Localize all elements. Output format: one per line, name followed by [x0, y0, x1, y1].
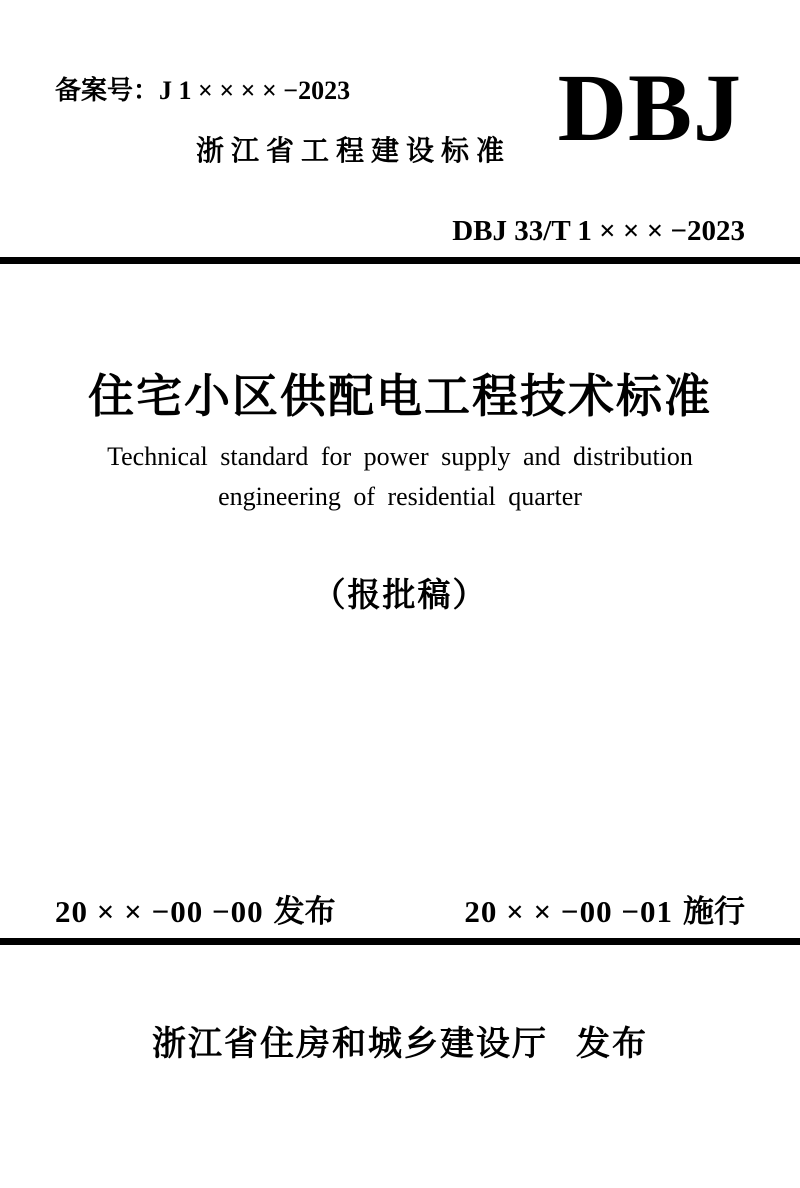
main-title-english: [0, 437, 800, 517]
standard-type-label: 浙江省工程建设标准: [196, 135, 512, 166]
english-title-line2: engineering of residential quarter: [218, 482, 582, 511]
publisher-line: [0, 1016, 800, 1065]
issue-date-value: 20 × × −00 −00: [55, 894, 264, 929]
standard-number: DBJ 33/T 1 × × × −2023: [452, 215, 745, 247]
issue-date-group: [55, 886, 336, 931]
issue-date-label: 发布: [273, 894, 336, 929]
effective-date-label: 施行: [683, 894, 745, 929]
effective-date-value: 20 × × −00 −01: [464, 894, 673, 929]
record-number-line: [55, 70, 350, 107]
record-number-value: J 1 × × × × −2023: [159, 76, 351, 105]
publisher-name: 浙江省住房和城乡建设厅: [152, 1025, 548, 1063]
main-title-chinese: 住宅小区供配电工程技术标准: [88, 371, 712, 422]
top-divider-rule: [0, 257, 800, 264]
record-number-label: 备案号：: [55, 75, 160, 105]
effective-date-group: [464, 886, 745, 931]
english-title-line1: Technical standard for power supply and distribution: [107, 442, 693, 471]
bottom-divider-rule: [0, 938, 800, 945]
dates-row: [55, 886, 745, 931]
dbj-logo: DBJ: [557, 54, 742, 161]
draft-note: （报批稿）: [312, 576, 488, 613]
publish-word: 发布: [576, 1025, 648, 1063]
